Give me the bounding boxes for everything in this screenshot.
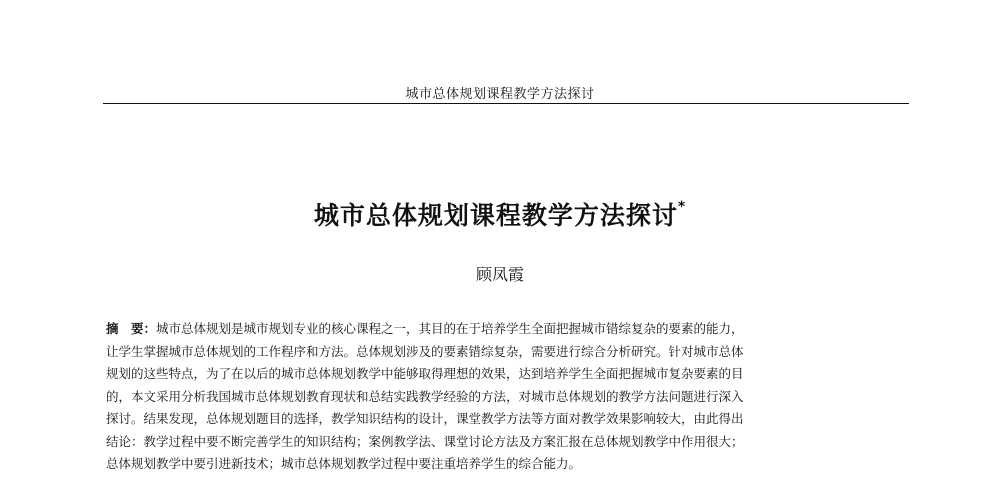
abstract-line xyxy=(106,318,911,341)
abstract-line: 探讨。结果发现，总体规划题目的选择，教学知识结构的设计，课堂教学方法等方面对教学效果影响较大，由此得出 xyxy=(106,411,744,426)
title-footnote-mark: * xyxy=(677,198,687,215)
abstract-line: 总体规划教学中要引进新技术；城市总体规划教学过程中要注重培养学生的综合能力。 xyxy=(106,456,582,471)
author-name: 顾凤霞 xyxy=(475,265,524,284)
paper-title-text: 城市总体规划课程教学方法探讨 xyxy=(313,201,678,230)
abstract-line: 规划的这些特点，为了在以后的城市总体规划教学中能够取得理想的效果，达到培养学生全面把握城市复杂要素的目 xyxy=(106,366,744,381)
paper-title xyxy=(0,196,1000,232)
abstract xyxy=(106,318,911,476)
running-header: 城市总体规划课程教学方法探讨 xyxy=(405,87,595,102)
abstract-line: 让学生掌握城市总体规划的工作程序和方法。总体规划涉及的要素错综复杂，需要进行综合分析研究。针对城市总体 xyxy=(106,343,744,359)
abstract-text: 城市总体规划是城市规划专业的核心课程之一，其目的在于培养学生全面把握城市错综复杂的要素的能力， xyxy=(156,321,744,336)
header-rule xyxy=(103,103,909,104)
abstract-line: 的，本文采用分析我国城市总体规划教育现状和总结实践教学经验的方法，对城市总体规划的教学方法问题进行深入 xyxy=(106,388,744,404)
abstract-line: 结论：教学过程中要不断完善学生的知识结构；案例教学法、课堂讨论方法及方案汇报在总体规划教学中作用很大； xyxy=(106,433,744,449)
abstract-label: 摘 要： xyxy=(106,321,157,336)
